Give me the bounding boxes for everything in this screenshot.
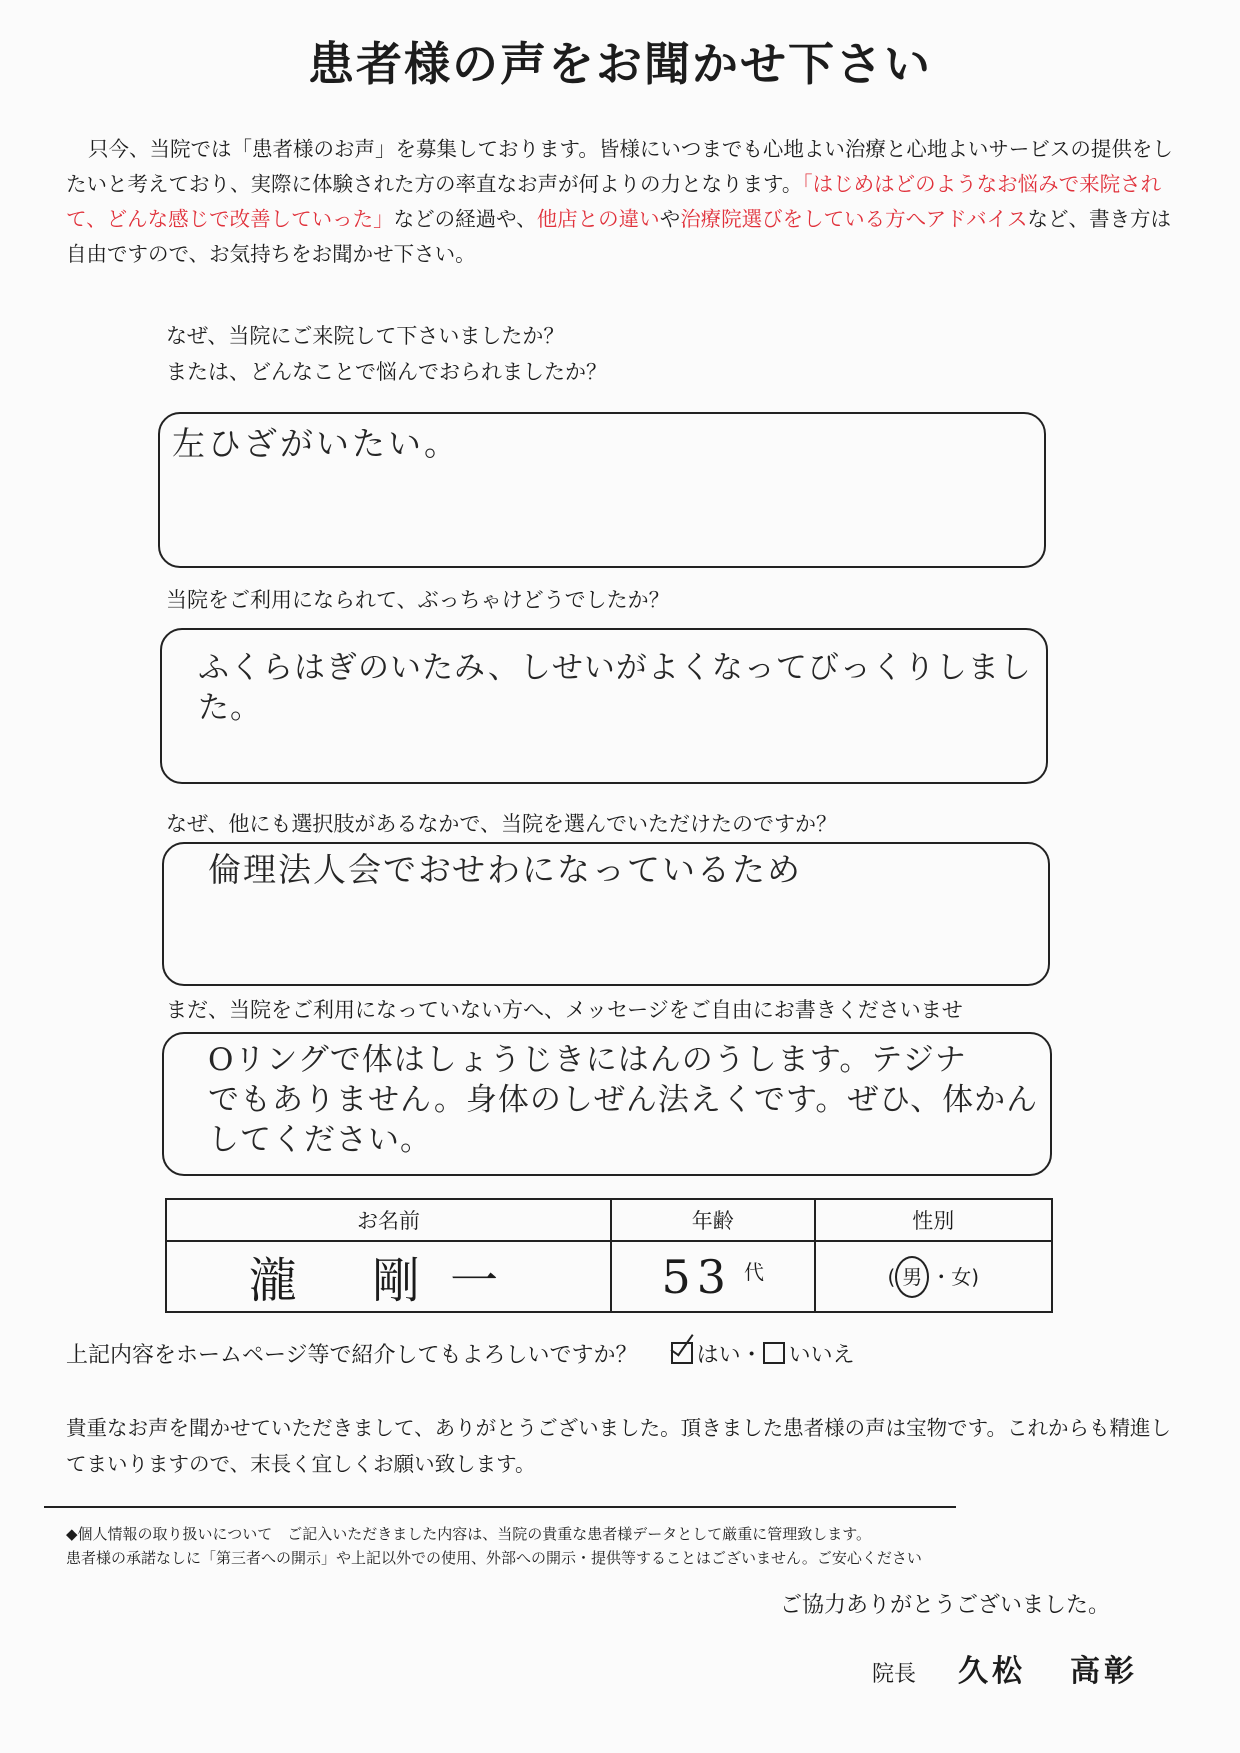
- intro-text-1: 只今、当院では「患者様のお声」を募集しております。皆様にいつまでも心地よい治療と心地よいサービスの提供をしたいと考えており、実際に体験された方の率直なお声が何よりの力となります。: [66, 137, 1173, 196]
- signature-role: 院長: [872, 1662, 917, 1687]
- checkbox-checked-icon[interactable]: [671, 1342, 693, 1364]
- question-1-line-2: または、どんなことで悩んでおられましたか？: [166, 360, 607, 384]
- consent-option-no[interactable]: [763, 1343, 855, 1368]
- sex-option-male[interactable]: 男: [895, 1256, 929, 1298]
- answer-2-text: ふくらはぎのいたみ、しせいがよくなってびっくりしました。: [198, 650, 1032, 726]
- publish-consent: [66, 1338, 855, 1369]
- sex-open-paren: (: [887, 1264, 896, 1289]
- sex-field[interactable]: [815, 1241, 1052, 1312]
- intro-highlight-1: 「はじめはどのようなお悩みで来院されて、どんな感じで改善していった」: [66, 172, 1162, 231]
- intro-text-2: などの経過や、: [393, 207, 537, 231]
- sex-close-paren: ): [971, 1264, 980, 1289]
- consent-no-label: いいえ: [788, 1343, 855, 1368]
- intro-text-3: や: [659, 207, 681, 231]
- consent-yes-label: はい: [696, 1343, 741, 1368]
- age-field[interactable]: [611, 1241, 815, 1312]
- age-value: 53: [661, 1249, 733, 1304]
- info-header-row: [166, 1199, 1052, 1241]
- question-3: なぜ、他にも選択肢があるなかで、当院を選んでいただけたのですか？: [166, 812, 837, 836]
- checkbox-empty-icon[interactable]: [763, 1342, 785, 1364]
- consent-question: 上記内容をホームページ等で紹介してもよろしいですか？: [66, 1343, 638, 1368]
- answer-box-4[interactable]: [162, 1032, 1052, 1176]
- privacy-notice-line-2: 患者様の承諾なしに「第三者への開示」や上記以外での使用、外部への開示・提供等することはございません。ご安心ください: [66, 1549, 922, 1567]
- consent-separator: ・: [740, 1343, 763, 1368]
- intro-highlight-2: 他店との違い: [536, 207, 660, 231]
- question-2: 当院をご利用になられて、ぶっちゃけどうでしたか？: [166, 588, 670, 612]
- sex-options: [887, 1265, 979, 1289]
- divider: [44, 1506, 956, 1508]
- answer-box-1[interactable]: [158, 412, 1046, 568]
- info-value-row: [166, 1241, 1052, 1312]
- answer-4-line-3: してください。: [208, 1122, 432, 1158]
- closing-message: ご協力ありがとうございました。: [780, 1593, 1111, 1618]
- intro-text-4: など、書き方は自由ですので、お気持ちをお聞かせ下さい。: [66, 207, 1171, 266]
- signature-given-name: 高彰: [1070, 1654, 1139, 1689]
- age-unit: 代: [744, 1259, 765, 1284]
- intro-highlight-3: 治療院選びをしている方へアドバイス: [680, 207, 1028, 231]
- answer-3-text: 倫理法人会でおせわになっているため: [208, 850, 803, 889]
- question-1-line-1: なぜ、当院にご来院して下さいましたか？: [166, 324, 565, 348]
- question-4: まだ、当院をご利用になっていない方へ、メッセージをご自由にお書きくださいませ: [166, 998, 963, 1022]
- age-header: 年齢: [611, 1199, 815, 1241]
- director-signature: [872, 1646, 1138, 1690]
- sex-separator: ・: [931, 1264, 952, 1289]
- intro-paragraph: [66, 132, 1176, 272]
- signature-surname: 久松: [958, 1654, 1027, 1689]
- privacy-notice-line-1: ◆個人情報の取り扱いについて ご記入いただきました内容は、当院の貴重な患者様データとして厳重に管理致します。: [66, 1525, 872, 1543]
- thanks-message: 貴重なお声を聞かせていただきまして、ありがとうございました。頂きました患者様の声は宝物です。これからも精進してまいりますので、末長く宜しくお願い致します。: [66, 1416, 1171, 1476]
- patient-info-table: [165, 1198, 1053, 1313]
- name-field[interactable]: [166, 1241, 611, 1312]
- page-title: 患者様の声をお聞かせ下さい: [308, 37, 932, 91]
- answer-box-3[interactable]: [162, 842, 1050, 986]
- sex-header: 性別: [815, 1199, 1052, 1241]
- answer-box-2[interactable]: [160, 628, 1048, 784]
- answer-4-line-2: でもありません。身体のしぜん法えくです。ぜひ、体かん: [208, 1082, 1039, 1118]
- name-value: 瀧 剛一: [248, 1253, 529, 1309]
- answer-1-text: 左ひざがいたい。: [172, 424, 460, 463]
- answer-4-text: [208, 1040, 1038, 1160]
- sex-option-female[interactable]: 女: [951, 1264, 972, 1289]
- answer-4-line-1: Oリングで体はしょうじきにはんのうします。テジナ: [208, 1042, 967, 1078]
- consent-option-yes[interactable]: [671, 1343, 741, 1368]
- name-header: お名前: [166, 1199, 611, 1241]
- question-1: [166, 318, 607, 390]
- privacy-notice: [66, 1522, 922, 1570]
